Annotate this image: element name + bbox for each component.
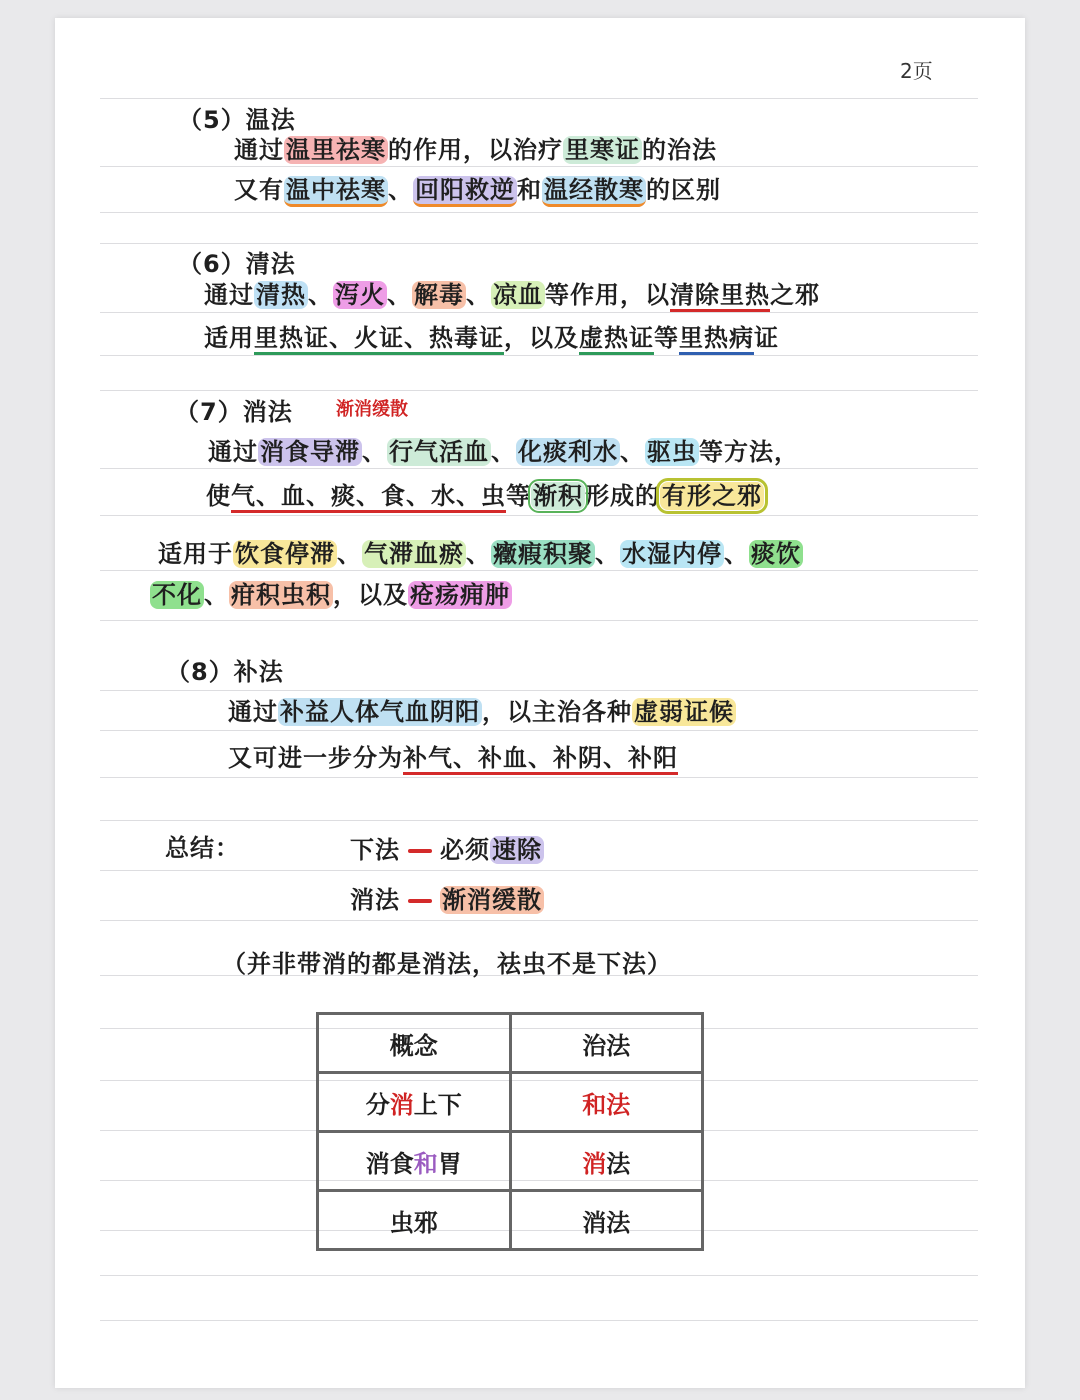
ruled-line [100, 390, 978, 391]
highlight: 饮食停滞 [235, 540, 335, 568]
text: 、 [466, 540, 491, 568]
ruled-line [100, 312, 978, 313]
warming-line-1 [234, 130, 717, 165]
highlight: 凉血 [493, 281, 543, 309]
table-cell [318, 1132, 511, 1191]
clearing-line-2 [204, 318, 779, 353]
text: 的作用，以治疗 [388, 136, 563, 164]
ruled-line [100, 620, 978, 621]
text: 、 [724, 540, 749, 568]
text: 证 [754, 324, 779, 352]
ruled-line [100, 870, 978, 871]
text: 、 [620, 438, 645, 466]
section-heading-resolving: （7）消法 [175, 398, 293, 426]
text: 的治法 [642, 136, 717, 164]
highlight: 里寒证 [565, 136, 640, 164]
ruled-line [100, 777, 978, 778]
highlight: 痰饮 [751, 540, 801, 568]
summary-term: 下法 [350, 836, 400, 864]
tonifying-line-2 [228, 738, 678, 773]
text: 、 [595, 540, 620, 568]
highlight: 解毒 [414, 281, 464, 309]
text: 、 [362, 438, 387, 466]
highlight: 不化 [152, 581, 202, 609]
underline: 清除里热 [670, 281, 770, 312]
section-heading-warming: （5）温法 [178, 106, 296, 134]
text: 、 [387, 281, 412, 309]
text: 、 [204, 581, 229, 609]
table-header: 概念 [318, 1014, 511, 1073]
red-dash [408, 899, 432, 903]
table-cell: 虫邪 [318, 1191, 511, 1250]
text: 形成的 [585, 482, 660, 510]
clearing-line-1 [204, 275, 820, 310]
highlight: 泻火 [335, 281, 385, 309]
boxed-text: 有形之邪 [662, 482, 762, 510]
highlight: 疳积虫积 [231, 581, 331, 609]
highlight: 虚弱证候 [634, 698, 734, 726]
underline: 里热病 [679, 324, 754, 355]
table-cell [510, 1132, 703, 1191]
page-number: 2页 [900, 59, 933, 83]
text: 等方法， [699, 438, 799, 466]
text: 等 [654, 324, 679, 352]
summary-term: 消法 [350, 886, 400, 914]
ruled-line [100, 212, 978, 213]
highlight: 补益人体气血阴阳 [280, 698, 480, 726]
highlight: 速除 [492, 836, 542, 864]
tonifying-line-1 [228, 692, 736, 727]
text: 的区别 [646, 176, 721, 204]
red-dash [408, 849, 432, 853]
highlight: 气滞血瘀 [364, 540, 464, 568]
underline: 虚热证 [579, 324, 654, 355]
highlight: 驱虫 [647, 438, 697, 466]
highlight: 水湿内停 [622, 540, 722, 568]
red-text: 消 [582, 1149, 607, 1178]
table-cell: 和法 [510, 1073, 703, 1132]
ruled-line [100, 468, 978, 469]
text: 又可进一步分为 [228, 744, 403, 772]
text: ，以及 [504, 324, 579, 352]
red-text: 消 [389, 1090, 414, 1119]
underline: 气、血、痰、食、水、虫 [231, 482, 506, 513]
warming-line-2 [234, 170, 721, 205]
ruled-line [100, 1320, 978, 1321]
highlight: 温中祛寒 [284, 176, 388, 207]
text: 通过 [204, 281, 254, 309]
text: 消食 [365, 1149, 414, 1178]
ruled-line [100, 820, 978, 821]
highlight: 渐消缓散 [442, 886, 542, 914]
underline: 里热证、火证、热毒证 [254, 324, 504, 355]
highlight: 消食导滞 [260, 438, 360, 466]
concepts-table [316, 1012, 704, 1251]
ruled-line [100, 98, 978, 99]
summary-row-2 [350, 880, 544, 915]
resolving-line-2 [206, 476, 764, 511]
ruled-line [100, 355, 978, 356]
text: 上下 [413, 1090, 462, 1119]
boxed-text: 渐积 [533, 482, 583, 510]
text: 等作用，以 [545, 281, 670, 309]
text: 、 [308, 281, 333, 309]
highlight: 癥瘕积聚 [493, 540, 593, 568]
table-header: 治法 [510, 1014, 703, 1073]
ruled-line [100, 515, 978, 516]
text: 适用 [204, 324, 254, 352]
ruled-line [100, 166, 978, 167]
text: 法 [606, 1149, 631, 1178]
table-cell: 消法 [510, 1191, 703, 1250]
text: 、 [491, 438, 516, 466]
text: 胃 [437, 1149, 462, 1178]
underline: 补气、补血、补阴、补阳 [403, 744, 678, 775]
text: 、 [337, 540, 362, 568]
resolving-line-1 [208, 432, 799, 467]
text: ，以主治各种 [482, 698, 632, 726]
table-header-row [318, 1014, 703, 1073]
text: 等 [506, 482, 531, 510]
purple-text: 和 [413, 1149, 438, 1178]
text: ，以及 [333, 581, 408, 609]
section-heading-tonifying: （8）补法 [166, 658, 284, 686]
summary-label: 总结： [165, 834, 240, 862]
highlight: 清热 [256, 281, 306, 309]
text: 、 [388, 176, 413, 204]
text: 分 [365, 1090, 390, 1119]
highlight: 化痰利水 [518, 438, 618, 466]
text: 之邪 [770, 281, 820, 309]
resolving-line-3 [158, 534, 803, 569]
table-cell [318, 1073, 511, 1132]
ruled-line [100, 1275, 978, 1276]
text: 使 [206, 482, 231, 510]
table-row [318, 1132, 703, 1191]
text: 通过 [234, 136, 284, 164]
highlight: 温里祛寒 [286, 136, 386, 164]
summary-row-1 [350, 830, 544, 865]
highlight: 疮疡痈肿 [410, 581, 510, 609]
ruled-line [100, 690, 978, 691]
text: 、 [466, 281, 491, 309]
text: 适用于 [158, 540, 233, 568]
text: 必须 [440, 836, 490, 864]
ruled-line [100, 920, 978, 921]
text: 通过 [228, 698, 278, 726]
ruled-line [100, 730, 978, 731]
highlight: 温经散寒 [542, 176, 646, 207]
summary-note: （并非带消的都是消法，祛虫不是下法） [222, 950, 672, 978]
section-heading-clearing: （6）清法 [178, 250, 296, 278]
resolving-line-4 [150, 575, 512, 610]
table-row [318, 1073, 703, 1132]
table-row [318, 1191, 703, 1250]
margin-note: 渐消缓散 [336, 399, 408, 420]
highlight: 行气活血 [389, 438, 489, 466]
text: 和 [517, 176, 542, 204]
ruled-line [100, 570, 978, 571]
highlight: 回阳救逆 [413, 176, 517, 207]
text: 通过 [208, 438, 258, 466]
text: 又有 [234, 176, 284, 204]
